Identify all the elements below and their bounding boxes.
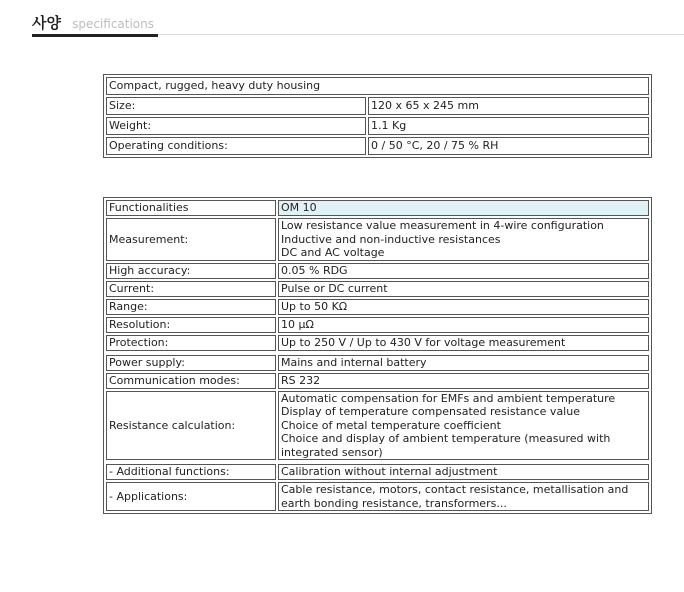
spec-value bbox=[278, 391, 649, 461]
table-row bbox=[106, 355, 649, 371]
table-row bbox=[106, 317, 649, 333]
spec-label: Range: bbox=[106, 299, 276, 315]
spec-label: Current: bbox=[106, 281, 276, 297]
spec-value bbox=[278, 218, 649, 261]
spec-value: 120 x 65 x 245 mm bbox=[368, 97, 649, 115]
spec-value-line: Choice of metal temperature coefficient bbox=[281, 418, 501, 432]
spec-value: Calibration without internal adjustment bbox=[278, 464, 649, 480]
spec-label: Size: bbox=[106, 97, 366, 115]
table-row bbox=[106, 218, 649, 261]
spec-label: Protection: bbox=[106, 335, 276, 351]
spec-value: 10 μΩ bbox=[278, 317, 649, 333]
spec-value: Pulse or DC current bbox=[278, 281, 649, 297]
housing-spec-table bbox=[103, 74, 652, 158]
table-row bbox=[106, 281, 649, 297]
section-title bbox=[32, 12, 158, 37]
model-value: OM 10 bbox=[278, 200, 649, 216]
section-title-english: specifications bbox=[72, 17, 155, 31]
section-header bbox=[32, 12, 684, 35]
spec-value: Up to 50 KΩ bbox=[278, 299, 649, 315]
table-row bbox=[106, 263, 649, 279]
spec-label: Resolution: bbox=[106, 317, 276, 333]
functionality-spec-table bbox=[103, 197, 652, 514]
spec-value: RS 232 bbox=[278, 373, 649, 389]
spec-label: Operating conditions: bbox=[106, 137, 366, 155]
spec-label: Resistance calculation: bbox=[106, 391, 276, 461]
spec-value: Up to 250 V / Up to 430 V for voltage measurement bbox=[278, 335, 649, 351]
spec-label: Power supply: bbox=[106, 355, 276, 371]
table-row bbox=[106, 335, 649, 351]
table-row bbox=[106, 464, 649, 480]
spec-value: Mains and internal battery bbox=[278, 355, 649, 371]
housing-caption: Compact, rugged, heavy duty housing bbox=[106, 77, 649, 95]
functionalities-label: Functionalities bbox=[106, 200, 276, 216]
spec-label: Weight: bbox=[106, 117, 366, 135]
spec-label: High accuracy: bbox=[106, 263, 276, 279]
spec-value: 0.05 % RDG bbox=[278, 263, 649, 279]
spec-value-line: Low resistance value measurement in 4-wire configuration bbox=[281, 219, 604, 232]
spec-value-line: DC and AC voltage bbox=[281, 246, 385, 259]
spec-value-line: Display of temperature compensated resistance value bbox=[281, 405, 580, 418]
spec-value-line: Automatic compensation for EMFs and ambient temperature bbox=[281, 391, 616, 405]
table-row bbox=[106, 97, 649, 115]
spec-label: Measurement: bbox=[106, 218, 276, 261]
table-row bbox=[106, 117, 649, 135]
spec-value: 0 / 50 °C, 20 / 75 % RH bbox=[368, 137, 649, 155]
section-title-korean: 사양 bbox=[32, 14, 61, 32]
table-header-row bbox=[106, 200, 649, 216]
table-row bbox=[106, 482, 649, 511]
spec-value: Cable resistance, motors, contact resistance, metallisation and earth bonding resistance, transformers... bbox=[278, 482, 649, 511]
spec-value: 1.1 Kg bbox=[368, 117, 649, 135]
spec-value-line: Choice and display of ambient temperature (measured with integrated sensor) bbox=[281, 432, 611, 459]
spec-value-line: Inductive and non-inductive resistances bbox=[281, 232, 501, 246]
table-row bbox=[106, 137, 649, 155]
spec-label: Communication modes: bbox=[106, 373, 276, 389]
table-row bbox=[106, 299, 649, 315]
spec-label: - Additional functions: bbox=[106, 464, 276, 480]
table-row bbox=[106, 391, 649, 461]
table-row bbox=[106, 373, 649, 389]
table-row bbox=[106, 77, 649, 95]
spec-label: - Applications: bbox=[106, 482, 276, 511]
